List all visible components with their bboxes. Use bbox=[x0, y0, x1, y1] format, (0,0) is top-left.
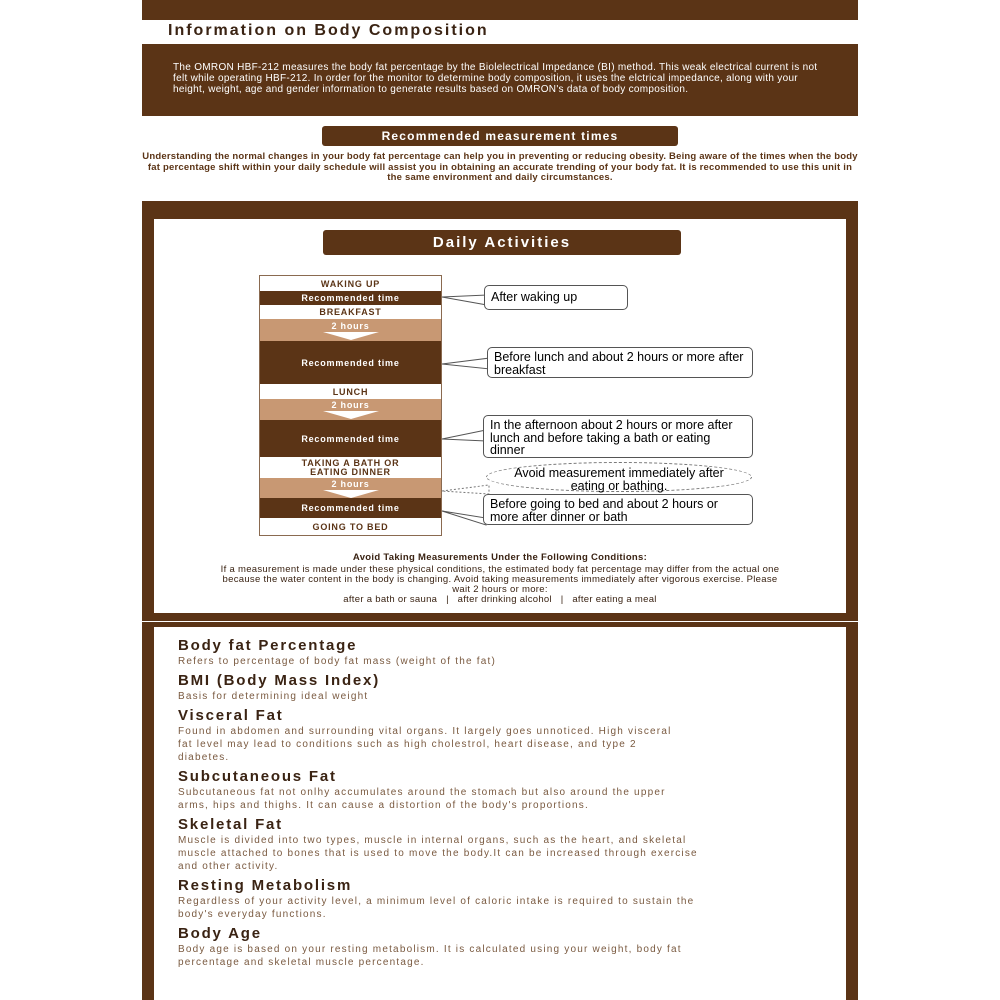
hours-label: 2 hours bbox=[331, 400, 370, 410]
timeline-breakfast: BREAKFAST bbox=[260, 305, 441, 319]
term-body-age bbox=[178, 925, 822, 969]
term-visceral-fat bbox=[178, 707, 822, 764]
down-arrow-icon bbox=[323, 332, 379, 340]
term-title: BMI (Body Mass Index) bbox=[178, 672, 380, 689]
timeline-2-hours-3 bbox=[260, 478, 441, 498]
glossary-panel bbox=[154, 627, 846, 1000]
term-desc: Regardless of your activity level, a minimum level of caloric intake is required to sustain the body's everyday functions. bbox=[178, 896, 695, 920]
callout-pointer-3 bbox=[442, 430, 486, 441]
avoid-title: Avoid Taking Measurements Under the Following Conditions: bbox=[352, 552, 648, 563]
callout-pointer-5 bbox=[442, 511, 486, 525]
timeline-recommended-3: Recommended time bbox=[260, 420, 441, 457]
avoid-description: If a measurement is made under these physical conditions, the estimated body fat percentage may differ from the actual one because the water content in the body is changing. Avoid taking measurements immediately after vigorous exercise. Please wait 2 hours or more: bbox=[220, 564, 780, 595]
callout-before-bed: Before going to bed and about 2 hours or more after dinner or bath bbox=[483, 494, 753, 525]
down-arrow-icon bbox=[323, 411, 379, 419]
glossary-frame bbox=[142, 622, 858, 1000]
term-subcutaneous-fat bbox=[178, 768, 822, 812]
recommended-title: Recommended measurement times bbox=[322, 126, 678, 146]
recommended-text: Understanding the normal changes in your body fat percentage can help you in preventing or reducing obesity. Being aware of the times when the body fat percentage shift within your daily schedule will assist you in obtaining an accurate trending of your body fat. It is recommended to use this unit in the same environment and daily circumstances. bbox=[142, 151, 858, 183]
daily-timeline bbox=[259, 275, 442, 536]
daily-activities-frame bbox=[142, 201, 858, 621]
hours-label: 2 hours bbox=[331, 478, 370, 489]
term-title: Body fat Percentage bbox=[178, 637, 358, 654]
term-desc: Body age is based on your resting metabolism. It is calculated using your weight, body fat percentage and skeletal muscle percentage. bbox=[178, 944, 682, 968]
callout-after-waking: After waking up bbox=[484, 285, 628, 310]
avoid-list: after a bath or sauna | after drinking alcohol | after eating a meal bbox=[343, 594, 657, 605]
timeline-recommended-4: Recommended time bbox=[260, 498, 441, 518]
term-resting-metabolism bbox=[178, 877, 822, 921]
term-desc: Subcutaneous fat not onlhy accumulates around the stomach but also around the upper arms, hips and thighs. It can cause a distortion of the body's proportions. bbox=[178, 787, 666, 811]
term-title: Skeletal Fat bbox=[178, 816, 283, 833]
down-arrow-icon bbox=[323, 490, 379, 498]
intro-text: The OMRON HBF-212 measures the body fat percentage by the Biolelectrical Impedance (BI) method. This weak electrical current is not felt while operating HBF-212. In order for the monitor to determine body composition, it uses the elctrical impedance, along with your height, weight, age and gender information to generate results based on OMRON's data of body composition. bbox=[173, 62, 818, 95]
timeline-2-hours-2 bbox=[260, 399, 441, 420]
intro-box bbox=[142, 44, 858, 116]
top-bar bbox=[142, 0, 858, 20]
daily-activities-panel bbox=[154, 219, 846, 613]
callout-pointer-4 bbox=[442, 485, 489, 494]
term-desc: Refers to percentage of body fat mass (weight of the fat) bbox=[178, 656, 496, 667]
term-title: Subcutaneous Fat bbox=[178, 768, 337, 785]
timeline-going-to-bed: GOING TO BED bbox=[260, 518, 441, 535]
term-desc: Basis for determining ideal weight bbox=[178, 691, 369, 702]
timeline-2-hours-1 bbox=[260, 319, 441, 341]
timeline-waking-up: WAKING UP bbox=[260, 276, 441, 291]
term-desc: Found in abdomen and surrounding vital organs. It largely goes unnoticed. High visceral fat level may lead to conditions such as high cholestrol, heart disease, and type 2 diabetes. bbox=[178, 726, 672, 763]
avoid-text bbox=[154, 565, 846, 605]
callout-avoid-eating: Avoid measurement immediately after eating or bathing. bbox=[486, 462, 752, 492]
callout-afternoon: In the afternoon about 2 hours or more after lunch and before taking a bath or eating dinner bbox=[483, 415, 753, 458]
page-title: Information on Body Composition bbox=[168, 22, 489, 39]
daily-activities-title: Daily Activities bbox=[323, 230, 681, 255]
term-body-fat-percentage bbox=[178, 637, 822, 668]
timeline-lunch: LUNCH bbox=[260, 384, 441, 399]
timeline-recommended-2: Recommended time bbox=[260, 341, 441, 384]
term-desc: Muscle is divided into two types, muscle in internal organs, such as the heart, and skeletal muscle attached to bones that is used to move the body.It can be increased through exercise and other activity. bbox=[178, 835, 698, 872]
term-title: Body Age bbox=[178, 925, 262, 942]
term-bmi bbox=[178, 672, 822, 703]
callout-pointer-2 bbox=[442, 358, 490, 369]
term-title: Visceral Fat bbox=[178, 707, 284, 724]
timeline-recommended-1: Recommended time bbox=[260, 291, 441, 305]
callout-before-lunch: Before lunch and about 2 hours or more after breakfast bbox=[487, 347, 753, 378]
term-title: Resting Metabolism bbox=[178, 877, 353, 894]
timeline-bath-dinner: TAKING A BATH OR EATING DINNER bbox=[260, 457, 441, 478]
term-skeletal-fat bbox=[178, 816, 822, 873]
hours-label: 2 hours bbox=[331, 320, 370, 331]
callout-pointer-1 bbox=[442, 295, 487, 305]
